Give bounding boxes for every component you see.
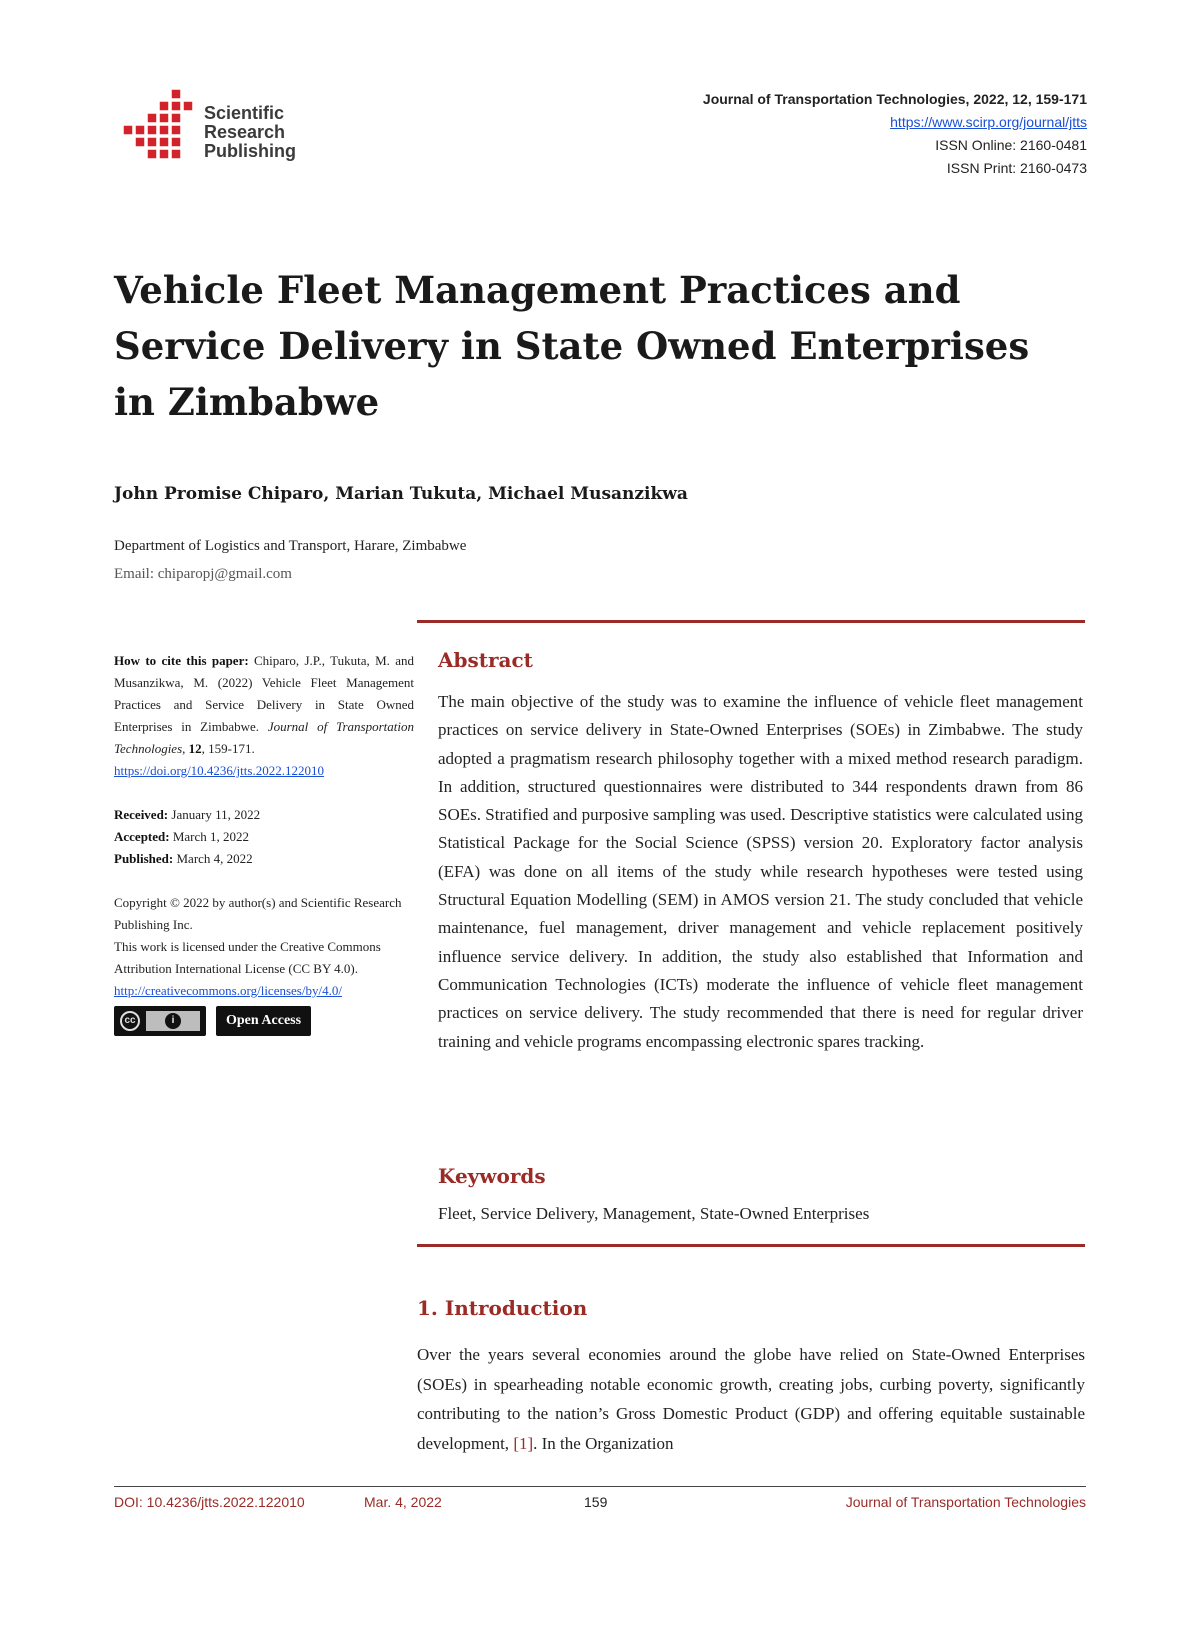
logo-diamond [156, 122, 173, 139]
logo-diamond [180, 98, 197, 115]
logo-diamond [132, 134, 149, 151]
intro-citation-link[interactable]: [1] [513, 1433, 534, 1453]
article-authors: John Promise Chiparo, Marian Tukuta, Michael Musanzikwa [114, 484, 688, 504]
person-icon: i [165, 1013, 181, 1029]
license-badges [114, 1006, 414, 1036]
cite-volume: 12 [188, 741, 202, 756]
abstract-top-rule [417, 620, 1085, 623]
cite-journal: Journal of Transportation Technologies [114, 719, 414, 756]
logo-diamond [156, 110, 173, 127]
logo-diamond [168, 134, 185, 151]
affiliation: Department of Logistics and Transport, Harare, Zimbabwe [114, 538, 467, 554]
cite-text: Chiparo, J.P., Tukuta, M. and Musanzikwa, M. (2022) Vehicle Fleet Management Practices and Service Delivery in State Owned Enterprises in Zimbabwe. [114, 653, 414, 734]
logo-diamond [156, 134, 173, 151]
intro-text-after: . In the Organization [533, 1433, 674, 1453]
received-date: January 11, 2022 [171, 807, 261, 822]
issn-print: ISSN Print: 2160-0473 [946, 160, 1087, 176]
published-label: Published: [114, 851, 174, 866]
logo-diamond [168, 98, 185, 115]
abstract-bottom-rule [417, 1244, 1085, 1247]
footer-date: Mar. 4, 2022 [364, 1494, 442, 1510]
logo-diamond [168, 146, 185, 163]
license-link[interactable]: http://creativecommons.org/licenses/by/4.0/ [114, 983, 342, 998]
logo-diamond [168, 110, 185, 127]
published-date: March 4, 2022 [176, 851, 253, 866]
page-number: 159 [584, 1494, 608, 1510]
keywords-text: Fleet, Service Delivery, Management, State-Owned Enterprises [438, 1204, 870, 1223]
introduction-text [417, 1340, 1085, 1458]
footer-rule [114, 1486, 1086, 1487]
received-label: Received: [114, 807, 169, 822]
accepted-label: Accepted: [114, 829, 170, 844]
logo-line-3: Publishing [204, 141, 296, 161]
accepted-date: March 1, 2022 [172, 829, 250, 844]
cite-pages: , 159-171. [201, 741, 255, 756]
logo-diamond [156, 146, 173, 163]
issn-online: ISSN Online: 2160-0481 [935, 137, 1087, 153]
introduction-heading: 1. Introduction [417, 1296, 588, 1320]
cite-doi-link[interactable]: https://doi.org/10.4236/jtts.2022.122010 [114, 763, 324, 778]
logo-diamond [144, 146, 161, 163]
intro-text-before: Over the years several economies around the globe have relied on State-Owned Enterprises (SOEs) in spearheading notable economic growth, creating jobs, curbing poverty, significantly contributing to the nation’s Gross Domestic Product (GDP) and offering equitable sustainable development, [417, 1345, 1085, 1453]
author-email: Email: chiparopj@gmail.com [114, 566, 292, 582]
logo-diamond [144, 122, 161, 139]
logo-line-1: Scientific [204, 103, 285, 123]
logo-diamond [156, 98, 173, 115]
journal-url-link[interactable]: https://www.scirp.org/journal/jtts [890, 114, 1087, 130]
article-dates [114, 804, 414, 870]
journal-info [703, 88, 1087, 180]
cite-label: How to cite this paper: [114, 653, 249, 668]
logo-diamond [144, 134, 161, 151]
article-sidebar [114, 650, 414, 1036]
open-access-badge[interactable]: Open Access [216, 1006, 311, 1036]
publisher-logo-text [204, 104, 296, 161]
license-text: This work is licensed under the Creative Commons Attribution International License (CC BY 4.0). [114, 939, 381, 976]
logo-diamond [168, 86, 185, 102]
affiliation-block [114, 532, 466, 588]
logo-diamond [168, 122, 185, 139]
logo-diamond [144, 110, 161, 127]
logo-diamond [132, 122, 149, 139]
keywords-heading: Keywords [438, 1164, 546, 1188]
cc-icon: cc [120, 1011, 140, 1031]
copyright-text: Copyright © 2022 by author(s) and Scientific Research Publishing Inc. [114, 895, 402, 932]
article-title: Vehicle Fleet Management Practices and Service Delivery in State Owned Enterprises in Zimbabwe [114, 268, 1030, 424]
copyright-block [114, 892, 414, 1002]
how-to-cite: How to cite this paper: Chiparo, J.P., Tukuta, M. and Musanzikwa, M. (2022) Vehicle Fleet Management Practices and Service Delivery in State Owned Enterprises in Zimbabwe. Journal of Transportation Technologies, 12, 159-171. https://doi.org/10.4236/jtts.2022.122010 [114, 653, 414, 778]
logo-diamond [120, 122, 137, 139]
abstract-heading: Abstract [438, 648, 533, 672]
cc-by-badge[interactable] [114, 1006, 206, 1036]
journal-citation: Journal of Transportation Technologies, 2022, 12, 159-171 [702, 91, 1087, 107]
footer-doi: DOI: 10.4236/jtts.2022.122010 [114, 1494, 305, 1510]
footer-journal: Journal of Transportation Technologies [845, 1494, 1086, 1510]
logo-line-2: Research [204, 122, 286, 142]
abstract-text: The main objective of the study was to examine the influence of vehicle fleet management practices on service delivery in State-Owned Enterprises (SOEs) in Zimbabwe. The study adopted a pragmatism research philosophy together with a mixed method research paradigm. In addition, structured questionnaires were distributed to 344 respondents drawn from 86 SOEs. Stratified and purposive sampling was used. Descriptive statistics were calculated using Statistical Package for the Social Science (SPSS) version 20. Exploratory factor analysis (EFA) was done on all items of the study while research hypotheses were tested using Structural Equation Modelling (SEM) in AMOS version 21. The study concluded that vehicle maintenance, fuel management, driver management and vehicle replacement positively influence service delivery. In addition, the study also established that Information and Communication Technologies (ICTs) moderate the influence of vehicle fleet management practices on service delivery. The study recommended that there is need for regular driver training and vehicle programs encompassing electronic spares tracking. [438, 692, 1083, 1051]
